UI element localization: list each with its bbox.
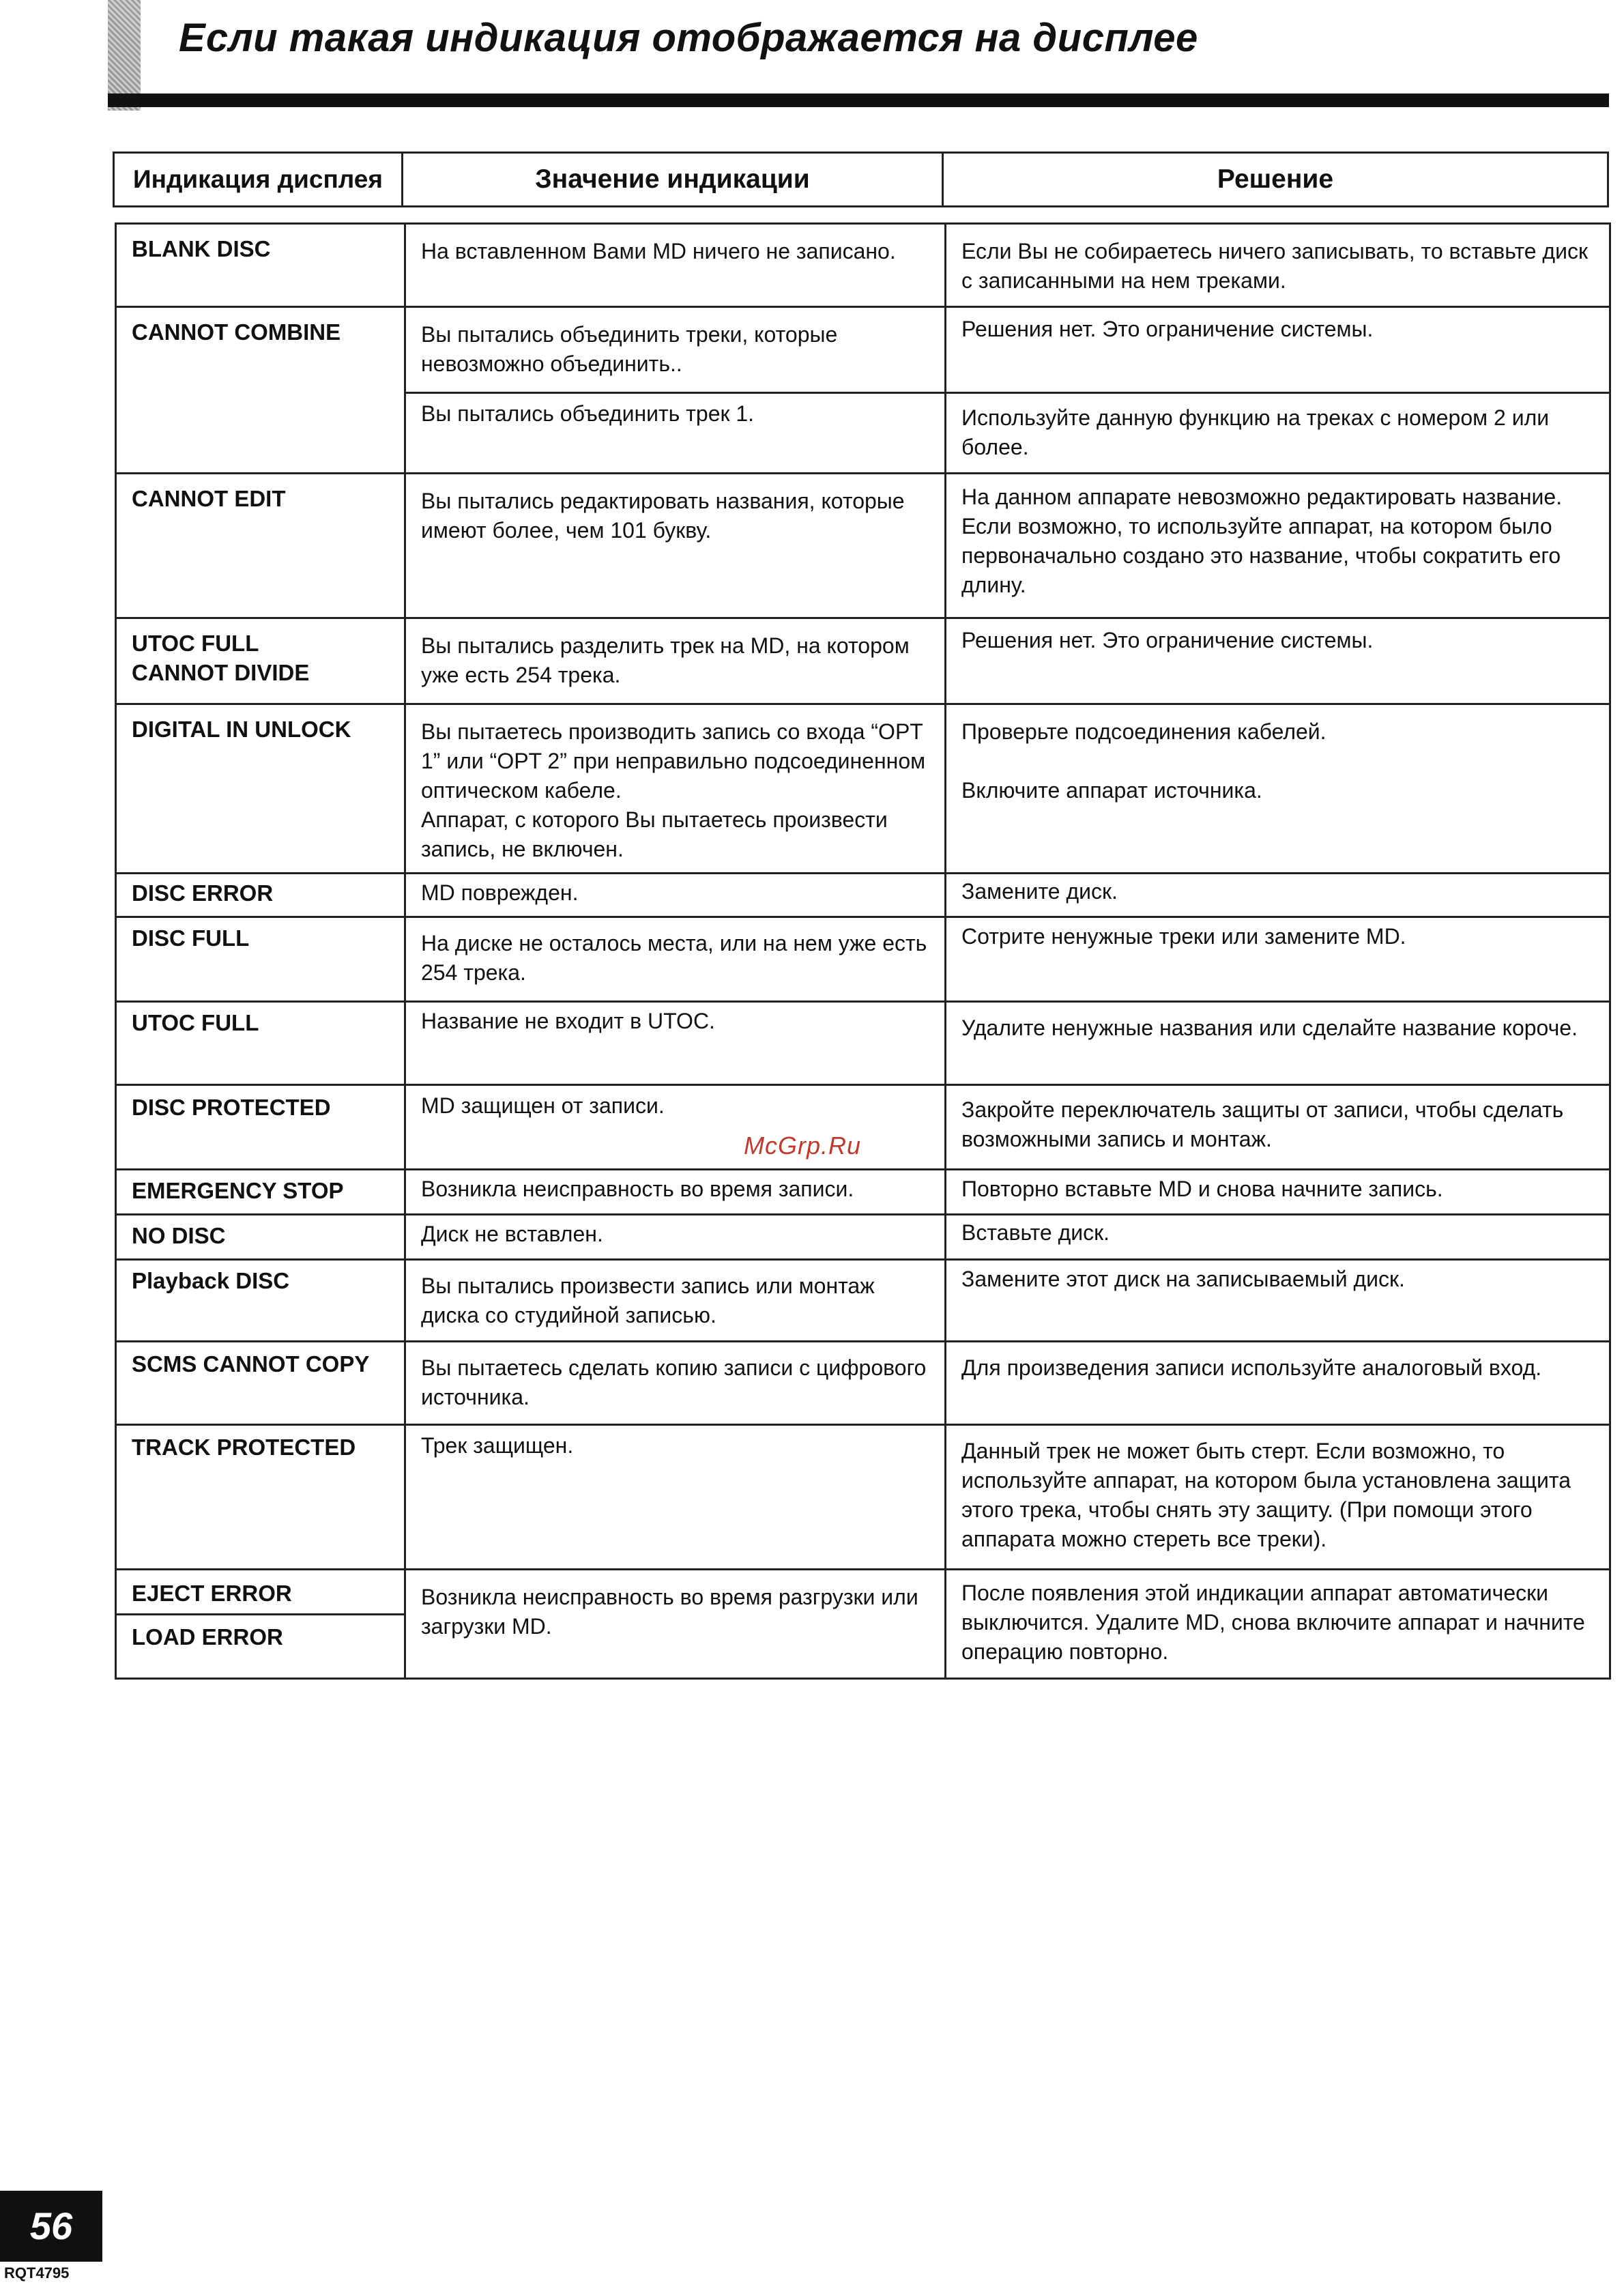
code-cell: DISC PROTECTED (116, 1085, 405, 1170)
solution-cell: Замените этот диск на записываемый диск. (946, 1260, 1610, 1342)
table-row (116, 1570, 1610, 1679)
solution-cell: Замените диск. (946, 874, 1610, 917)
column-header-solution: Решение (943, 153, 1608, 207)
title-rule (108, 93, 1609, 107)
meaning-cell (405, 704, 946, 874)
table-row (116, 1085, 1610, 1170)
code-cell: CANNOT COMBINE (116, 307, 405, 474)
code-cell: UTOC FULL CANNOT DIVIDE (116, 618, 405, 704)
table-row (116, 474, 1610, 618)
solution-cell: Решения нет. Это ограничение системы. (946, 618, 1610, 704)
solution-cell: Вставьте диск. (946, 1215, 1610, 1260)
table-row (116, 1215, 1610, 1260)
code-cell: BLANK DISC (116, 224, 405, 307)
code-cell (116, 1570, 405, 1679)
code-eject-error: EJECT ERROR (117, 1570, 404, 1615)
code-cell: TRACK PROTECTED (116, 1425, 405, 1570)
code-cell: NO DISC (116, 1215, 405, 1260)
code-cell: Playback DISC (116, 1260, 405, 1342)
solution-text-2: Включите аппарат источника. (961, 778, 1262, 803)
meaning-text-2: Аппарат, с которого Вы пытаетесь произвести запись, не включен. (421, 807, 888, 861)
table-row (116, 1342, 1610, 1425)
meaning-text: Вы пытаетесь производить запись со входа “OPT 1” или “OPT 2” при неправильно подсоединенном оптическом кабеле. (421, 719, 926, 803)
table-row (116, 874, 1610, 917)
meaning-cell: Вы пытались объединить треки, которые невозможно объединить.. (405, 307, 946, 393)
table-row (116, 1002, 1610, 1085)
meaning-cell: Возникла неисправность во время разгрузки или загрузки MD. (405, 1570, 946, 1679)
code-cell: SCMS CANNOT COPY (116, 1342, 405, 1425)
code-cell: CANNOT EDIT (116, 474, 405, 618)
watermark: McGrp.Ru (744, 1132, 862, 1160)
meaning-cell: MD защищен от записи. (405, 1085, 946, 1170)
meaning-cell: Вы пытались разделить трек на MD, на котором уже есть 254 трека. (405, 618, 946, 704)
solution-cell: Удалите ненужные названия или сделайте название короче. (946, 1002, 1610, 1085)
solution-cell: Данный трек не может быть стерт. Если возможно, то используйте аппарат, на котором была установлена защита этого трека, чтобы снять эту защиту. (При помощи этого аппарата можно стереть все треки). (946, 1425, 1610, 1570)
code-cell: DISC ERROR (116, 874, 405, 917)
code-cell: UTOC FULL (116, 1002, 405, 1085)
solution-cell: После появления этой индикации аппарат автоматически выключится. Удалите MD, снова включите аппарат и начните операцию повторно. (946, 1570, 1610, 1679)
column-header-meaning: Значение индикации (403, 153, 943, 207)
meaning-cell: Диск не вставлен. (405, 1215, 946, 1260)
meaning-cell: Вы пытались редактировать названия, которые имеют более, чем 101 букву. (405, 474, 946, 618)
code-cell: DIGITAL IN UNLOCK (116, 704, 405, 874)
meaning-cell: Вы пытались объединить трек 1. (405, 393, 946, 474)
table-row (116, 618, 1610, 704)
table-row (116, 704, 1610, 874)
table-row (116, 1260, 1610, 1342)
table-row (116, 917, 1610, 1002)
meaning-cell: Возникла неисправность во время записи. (405, 1170, 946, 1215)
indications-table (115, 222, 1611, 1680)
solution-cell: Сотрите ненужные треки или замените MD. (946, 917, 1610, 1002)
meaning-cell: Вы пытаетесь сделать копию записи с цифрового источника. (405, 1342, 946, 1425)
column-header-table (113, 152, 1609, 207)
meaning-cell: Название не входит в UTOC. (405, 1002, 946, 1085)
solution-cell: На данном аппарате невозможно редактировать название. Если возможно, то используйте аппарат, на котором было первоначально создано это название, чтобы сократить его длину. (946, 474, 1610, 618)
solution-cell: Решения нет. Это ограничение системы. (946, 307, 1610, 393)
solution-cell: Если Вы не собираетесь ничего записывать, то вставьте диск с записанными на нем треками. (946, 224, 1610, 307)
model-code: RQT4795 (4, 2264, 70, 2281)
page-number: 56 (0, 2191, 102, 2262)
solution-text: Проверьте подсоединения кабелей. (961, 719, 1326, 744)
column-header-code: Индикация дисплея (114, 153, 403, 207)
table-row (116, 1170, 1610, 1215)
meaning-cell: Вы пытались произвести запись или монтаж диска со студийной записью. (405, 1260, 946, 1342)
code-cell: EMERGENCY STOP (116, 1170, 405, 1215)
page-title: Если такая индикация отображается на дисплее (179, 16, 1198, 60)
solution-cell: Повторно вставьте MD и снова начните запись. (946, 1170, 1610, 1215)
meaning-cell: На вставленном Вами MD ничего не записано. (405, 224, 946, 307)
solution-cell: Закройте переключатель защиты от записи, чтобы сделать возможными запись и монтаж. (946, 1085, 1610, 1170)
meaning-cell: MD поврежден. (405, 874, 946, 917)
solution-cell: Для произведения записи используйте аналоговый вход. (946, 1342, 1610, 1425)
solution-cell (946, 704, 1610, 874)
code-cell: DISC FULL (116, 917, 405, 1002)
meaning-cell: Трек защищен. (405, 1425, 946, 1570)
code-load-error: LOAD ERROR (132, 1624, 283, 1650)
solution-cell: Используйте данную функцию на треках с номером 2 или более. (946, 393, 1610, 474)
table-row (116, 224, 1610, 307)
table-row (116, 1425, 1610, 1570)
meaning-cell: На диске не осталось места, или на нем уже есть 254 трека. (405, 917, 946, 1002)
table-row (116, 307, 1610, 393)
